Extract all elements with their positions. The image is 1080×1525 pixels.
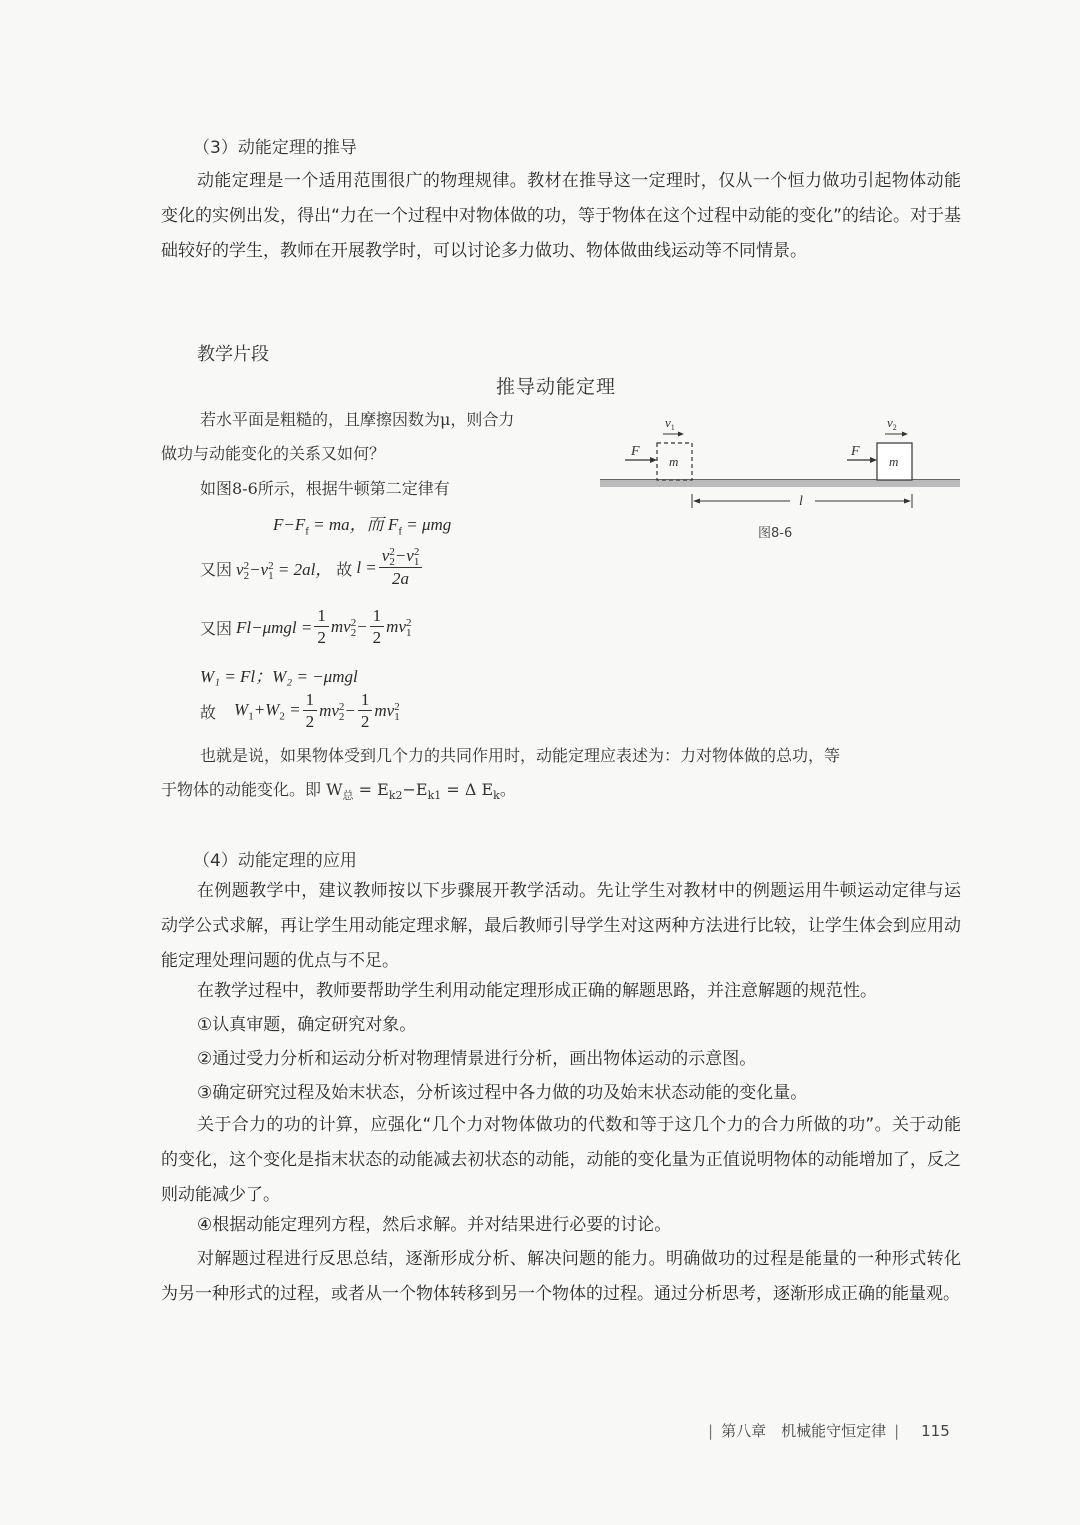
force-label-1: F [631,444,640,459]
final-block-mass: m [889,454,899,469]
v2-letter: v [887,415,893,430]
fragment-label: 教学片段 [197,344,269,365]
section-4-paragraph-3: 关于合力的功的计算，应强化“几个力对物体做功的代数和等于这几个力的合力所做的功”。关于动能的变化，这个变化是指末状态的动能减去初状态的动能，动能的变化量为正值说明物体的动能增加了，反之则动能减少了。 [161,1115,961,1205]
fragment-ref-line: 如图8-6所示，根据牛顿第二定律有 [200,479,450,498]
fragment-title: 推导动能定理 [496,376,617,398]
section-4-step-2: ②通过受力分析和运动分析对物理情景进行分析，画出物体运动的示意图。 [197,1049,757,1069]
section-3-heading: （3）动能定理的推导 [193,138,357,158]
conclusion-sub-total: 总 [342,789,354,803]
fragment-intro-line1: 若水平面是粗糙的，且摩擦因数为μ，则合力 [200,410,515,429]
eq1-sub: f [305,525,309,538]
section-4-step-3: ③确定研究过程及始末状态，分析该过程中各力做的功及始末状态动能的变化量。 [197,1083,808,1103]
eq2-prefix: 又因 [200,559,233,579]
section-4-heading: （4）动能定理的应用 [193,851,357,871]
eq1-mid: = ma，而 F [308,515,399,534]
conclusion-sub-k2: k2 [388,789,403,803]
section-4-step-4: ④根据动能定理列方程，然后求解。并对结果进行必要的讨论。 [197,1215,672,1235]
section-4-paragraph-4: 对解题过程进行反思总结，逐渐形成分析、解决问题的能力。明确做功的过程是能量的一种形式转化为另一种形式的过程，或者从一个物体转移到另一个物体的过程。通过分析思考，逐渐形成正确的能量观。 [161,1249,961,1304]
distance-arrowhead-left [693,499,700,504]
distance-arrowhead-right [904,499,911,504]
force-arrowhead-2 [870,457,877,463]
fragment-intro-line2: 做功与动能变化的关系又如何？ [161,444,386,463]
eq2-mid: 故 [336,559,353,579]
equation-kinematics: 又因 v 2 2 −v 2 1 = 2al， 故 l = v 2 2 −v 2 1 2a [200,546,424,590]
v1-label [665,415,675,432]
figure-caption: 图8-6 [758,526,793,541]
conclusion-part-d: = Δ E [441,780,494,799]
conclusion-part-e: 。 [499,780,516,799]
footer-bar-left: | [708,1422,714,1440]
conclusion-line2 [161,777,516,803]
eq1-prefix: F−F [273,515,306,534]
eq1-sub2: f [398,525,402,538]
footer-bar-right: | [894,1422,900,1440]
force-arrowhead-1 [650,457,657,463]
section-4-paragraph-2: 在教学过程中，教师要帮助学生利用动能定理形成正确的解题思路，并注意解题的规范性。 [197,981,877,1001]
conclusion-sub-k1: k1 [427,789,442,803]
equation-works: W₁ = Fl；W₂ = −μmgl [200,667,358,686]
page-footer [700,1420,950,1441]
distance-label: l [799,494,803,509]
initial-block-mass: m [669,454,679,469]
v2-label [887,415,897,432]
eq5-prefix: 故 [200,703,217,722]
figure-8-6 [595,410,965,550]
v1-sub: 1 [670,423,675,432]
conclusion-part-c: −E [402,780,428,799]
v2-arrowhead [902,432,908,437]
page-number: 115 [921,1422,950,1440]
v1-arrowhead [678,432,684,437]
section-4-paragraph-1: 在例题教学中，建议教师按以下步骤展开教学活动。先让学生对教材中的例题运用牛顿运动定律与运动学公式求解，再让学生用动能定理求解，最后教师引导学生对这两种方法进行比较，让学生体会到应用动能定理处理问题的优点与不足。 [161,881,961,971]
equation-work-energy: 又因 Fl−μmgl = $\frac{1}{2}$ mv 2 2 − $\frac{1}{2}$ mv 2 1 [200,606,412,647]
force-label-2: F [851,444,860,459]
section-3-paragraph: 动能定理是一个适用范围很广的物理规律。教材在推导这一定理时，仅从一个恒力做功引起物体动能变化的实例出发，得出“力在一个过程中对物体做的功，等于物体在这个过程中动能的变化”的结论。对于基础较好的学生，教师在开展教学时，可以讨论多力做功、物体做曲线运动等不同情景。 [161,171,961,261]
v2-sub: 2 [892,423,897,432]
conclusion-part-a: 于物体的动能变化。即 W [161,780,343,799]
equation-newton [273,510,451,537]
equation-total-work: 故 $W_1+W_2$ = $\frac{1}{2}$ mv 2 2 − $\frac{1}{2}$ mv 2 1 [200,690,400,731]
eq1-end: = μmg [401,515,452,534]
section-4-step-1: ①认真审题，确定研究对象。 [197,1015,417,1035]
conclusion-line1: 也就是说，如果物体受到几个力的共同作用时，动能定理应表述为：力对物体做的总功，等 [200,746,841,765]
v1-letter: v [665,415,671,430]
footer-chapter: 第八章 机械能守恒定律 [721,1422,887,1440]
conclusion-part-b: = E [353,780,389,799]
ground-hatch [600,480,960,487]
conclusion-sub-k: k [493,789,500,803]
eq3-prefix: 又因 [200,619,233,638]
